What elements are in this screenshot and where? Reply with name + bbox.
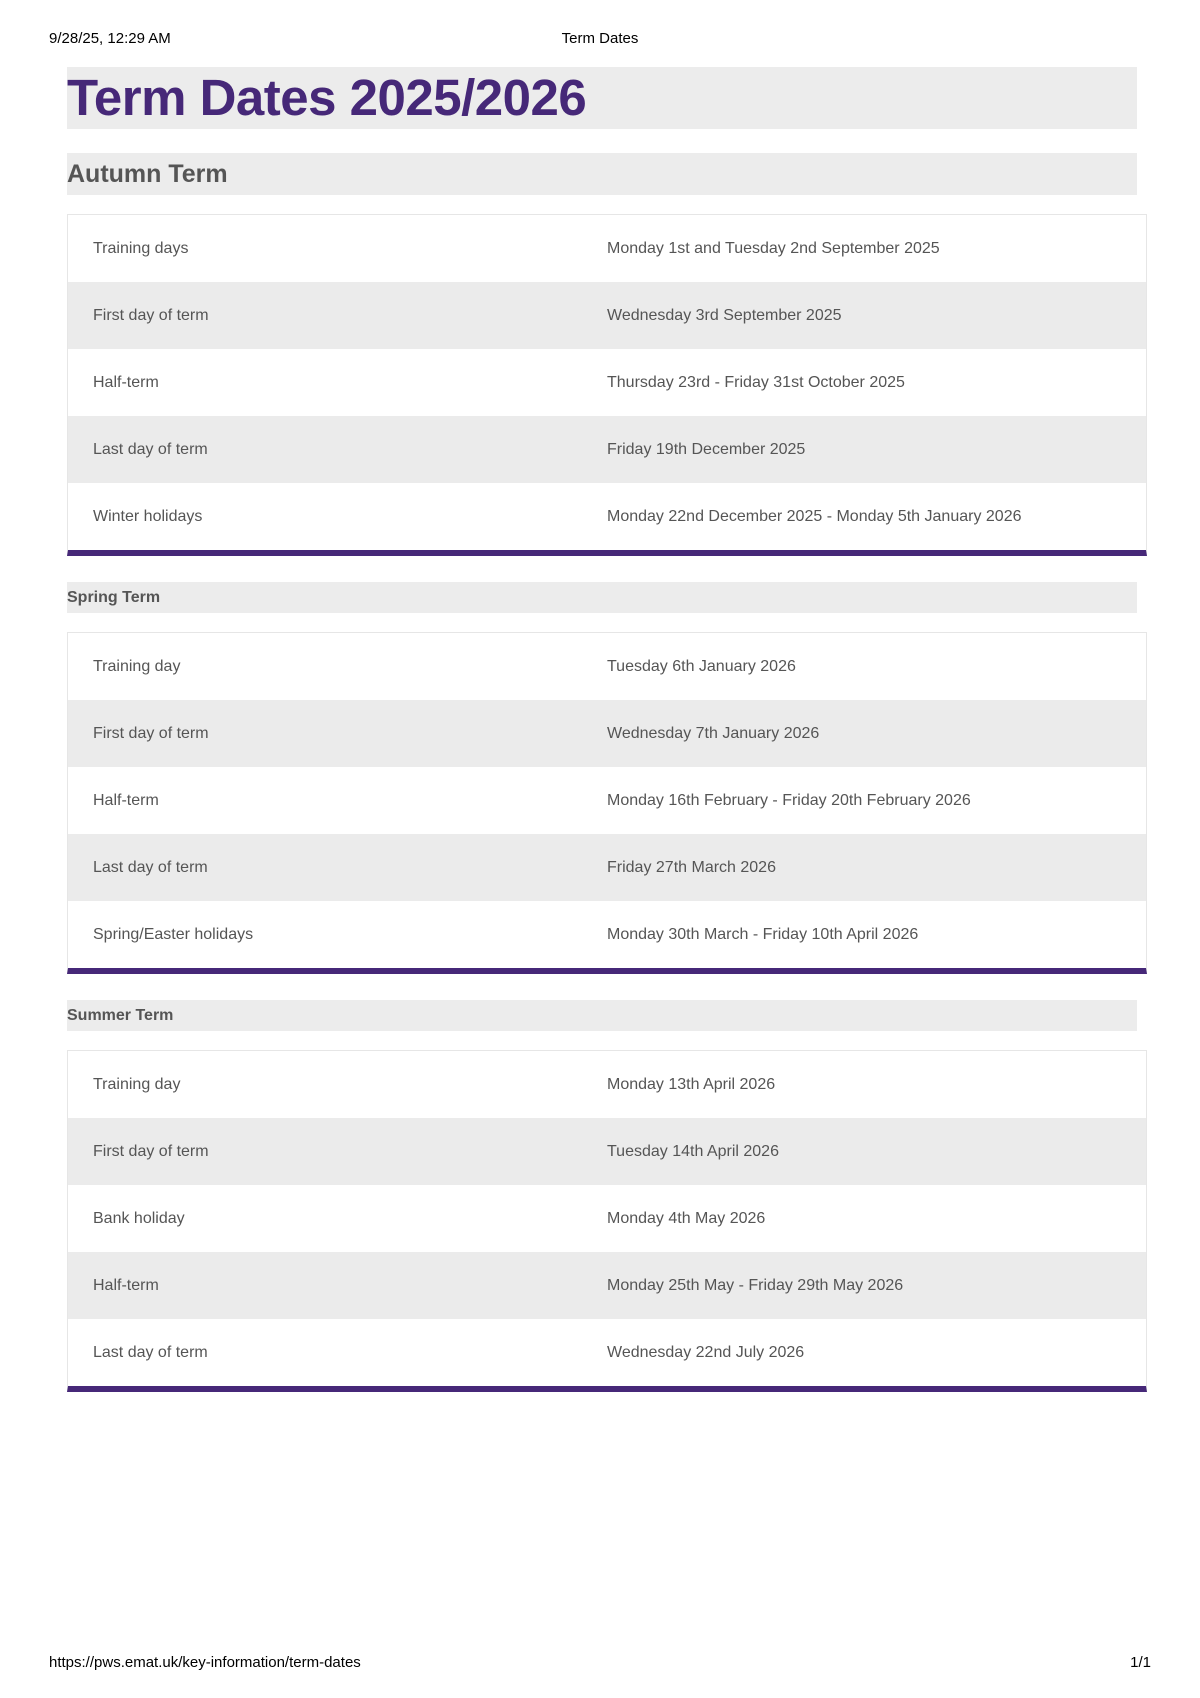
row-label: First day of term bbox=[93, 306, 209, 324]
table-row bbox=[68, 700, 1146, 767]
main-content bbox=[67, 67, 1147, 1392]
row-value: Monday 16th February - Friday 20th February 2026 bbox=[607, 791, 971, 809]
term-table-spring bbox=[67, 632, 1147, 974]
row-value: Monday 4th May 2026 bbox=[607, 1209, 766, 1227]
page-title: Term Dates 2025/2026 bbox=[67, 67, 1137, 129]
table-row bbox=[68, 483, 1146, 550]
term-table-summer bbox=[67, 1050, 1147, 1392]
row-label: Spring/Easter holidays bbox=[93, 925, 254, 943]
row-value: Monday 25th May - Friday 29th May 2026 bbox=[607, 1276, 904, 1294]
row-label: Last day of term bbox=[93, 440, 208, 458]
table-row bbox=[68, 1051, 1146, 1118]
row-label: Half-term bbox=[93, 1276, 159, 1294]
row-value: Monday 30th March - Friday 10th April 2026 bbox=[607, 925, 919, 943]
row-label: Winter holidays bbox=[93, 507, 203, 525]
row-label: First day of term bbox=[93, 724, 209, 742]
print-header bbox=[49, 30, 1151, 52]
table-row bbox=[68, 215, 1146, 282]
row-value: Tuesday 6th January 2026 bbox=[607, 657, 796, 675]
print-doc-title: Term Dates bbox=[561, 30, 639, 47]
row-label: First day of term bbox=[93, 1142, 209, 1160]
row-value: Thursday 23rd - Friday 31st October 2025 bbox=[607, 373, 905, 391]
table-row bbox=[68, 1252, 1146, 1319]
row-label: Bank holiday bbox=[93, 1209, 185, 1227]
table-row bbox=[68, 416, 1146, 483]
row-value: Wednesday 22nd July 2026 bbox=[607, 1343, 805, 1361]
row-value: Monday 1st and Tuesday 2nd September 2025 bbox=[607, 239, 940, 257]
table-row bbox=[68, 1319, 1146, 1386]
table-row bbox=[68, 1118, 1146, 1185]
term-table-autumn bbox=[67, 214, 1147, 556]
row-value: Friday 27th March 2026 bbox=[607, 858, 776, 876]
row-label: Training day bbox=[93, 1075, 181, 1093]
row-value: Monday 22nd December 2025 - Monday 5th January 2026 bbox=[607, 507, 1022, 525]
section-heading-spring: Spring Term bbox=[67, 582, 1137, 613]
row-label: Training days bbox=[93, 239, 189, 257]
section-heading-autumn: Autumn Term bbox=[67, 153, 1137, 195]
print-datetime: 9/28/25, 12:29 AM bbox=[49, 30, 171, 47]
section-heading-summer: Summer Term bbox=[67, 1000, 1137, 1031]
table-row bbox=[68, 349, 1146, 416]
table-row bbox=[68, 834, 1146, 901]
row-label: Training day bbox=[93, 657, 181, 675]
table-row bbox=[68, 282, 1146, 349]
row-label: Last day of term bbox=[93, 1343, 208, 1361]
print-url: https://pws.emat.uk/key-information/term-dates bbox=[49, 1654, 361, 1671]
print-footer bbox=[49, 1654, 1151, 1676]
row-value: Tuesday 14th April 2026 bbox=[607, 1142, 779, 1160]
row-value: Wednesday 7th January 2026 bbox=[607, 724, 820, 742]
row-value: Monday 13th April 2026 bbox=[607, 1075, 776, 1093]
row-label: Half-term bbox=[93, 373, 159, 391]
table-row bbox=[68, 901, 1146, 968]
row-label: Half-term bbox=[93, 791, 159, 809]
table-row bbox=[68, 633, 1146, 700]
table-row bbox=[68, 767, 1146, 834]
table-row bbox=[68, 1185, 1146, 1252]
row-value: Friday 19th December 2025 bbox=[607, 440, 806, 458]
row-label: Last day of term bbox=[93, 858, 208, 876]
row-value: Wednesday 3rd September 2025 bbox=[607, 306, 842, 324]
page-count: 1/1 bbox=[1130, 1654, 1151, 1671]
